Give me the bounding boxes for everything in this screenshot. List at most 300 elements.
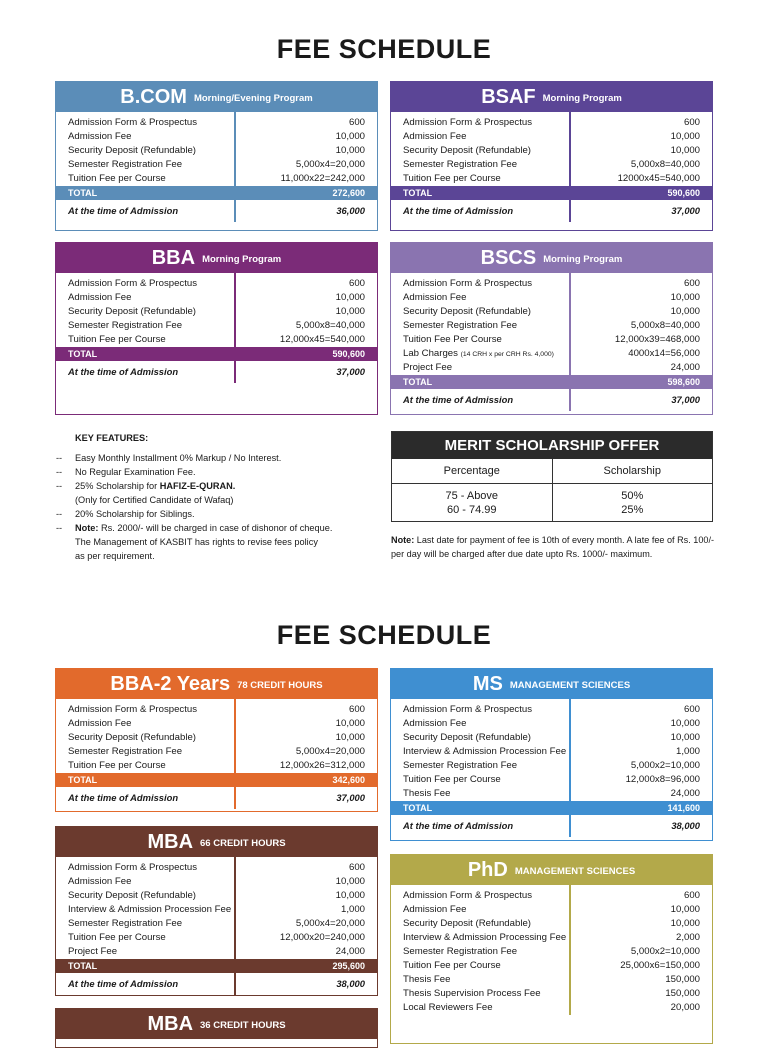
fee-row	[391, 347, 712, 361]
fee-label	[391, 731, 569, 745]
fee-row	[56, 731, 377, 745]
program-subtitle: 36 CREDIT HOURS	[200, 1019, 286, 1031]
fee-value: 10,000	[670, 904, 700, 915]
fee-value: 10,000	[335, 732, 365, 743]
fee-label-text: Project Fee	[403, 362, 453, 373]
bullet-dash	[56, 535, 75, 549]
bullet-dash	[56, 493, 75, 507]
fee-row	[391, 959, 712, 973]
program-name: BSCS	[480, 246, 537, 269]
fee-label	[391, 773, 569, 787]
fee-label	[391, 787, 569, 801]
program-subtitle: MANAGEMENT SCIENCES	[514, 865, 636, 877]
fee-row	[391, 333, 712, 347]
fee-rows	[56, 699, 377, 809]
fee-value: 5,000x4=20,000	[295, 159, 365, 170]
fee-label-text: Semester Registration Fee	[403, 320, 518, 331]
program-name: B.COM	[120, 85, 187, 108]
fee-label	[56, 945, 234, 959]
fee-value: 10,000	[335, 718, 365, 729]
fee-label-text: Admission Form & Prospectus	[68, 117, 198, 128]
fee-label-text: Semester Registration Fee	[68, 159, 183, 170]
fee-label-text: Tuition Fee Per Course	[403, 334, 502, 345]
program-name: PhD	[467, 858, 508, 881]
fee-row	[56, 759, 377, 773]
fee-value: 10,000	[670, 718, 700, 729]
fee-rows	[391, 885, 712, 1015]
fee-value: 4000x14=56,000	[628, 348, 700, 359]
fee-label	[391, 291, 569, 305]
fee-row	[56, 931, 377, 945]
key-feature-text	[75, 549, 356, 563]
fee-label	[391, 889, 569, 903]
fee-value: 24,000	[670, 362, 700, 373]
fee-value: 5,000x2=10,000	[630, 946, 700, 957]
fee-row	[56, 116, 377, 130]
fee-label	[56, 172, 234, 186]
fee-label-text: Security Deposit (Refundable)	[68, 306, 196, 317]
fee-label	[391, 158, 569, 172]
admission-row	[391, 815, 712, 837]
merit-range: 75 - Above	[445, 490, 499, 502]
fee-label	[391, 333, 569, 347]
fee-value: 12000x45=540,000	[617, 173, 700, 184]
fee-value: 24,000	[335, 946, 365, 957]
fee-label	[56, 717, 234, 731]
fee-row	[56, 717, 377, 731]
card-header	[56, 82, 377, 112]
bullet-dash: --	[56, 467, 63, 477]
fee-row	[391, 319, 712, 333]
total-row	[56, 186, 377, 200]
key-feature-bold: Note:	[75, 523, 99, 533]
fee-row	[56, 130, 377, 144]
total-label: TOTAL	[403, 188, 433, 198]
fee-label	[391, 347, 569, 361]
fee-label-text: Security Deposit (Refundable)	[68, 890, 196, 901]
fee-value: 600	[683, 704, 700, 715]
fee-value: 600	[683, 890, 700, 901]
fee-label	[56, 116, 234, 130]
admission-label: At the time of Admission	[403, 394, 514, 405]
fee-label	[56, 917, 234, 931]
fee-value: 600	[683, 117, 700, 128]
fee-row	[391, 172, 712, 186]
key-feature-bold: HAFIZ-E-QURAN.	[159, 481, 236, 491]
admission-label: At the time of Admission	[68, 978, 179, 989]
fee-label-text: Security Deposit (Refundable)	[68, 145, 196, 156]
program-name: BSAF	[481, 85, 536, 108]
key-feature-item	[56, 549, 356, 563]
fee-label-text: Security Deposit (Refundable)	[403, 145, 531, 156]
fee-label-text: Tuition Fee per Course	[403, 960, 501, 971]
fee-value: 11,000x22=242,000	[280, 173, 365, 184]
admission-label: At the time of Admission	[403, 205, 514, 216]
fee-label-note: (14 CRH x per CRH Rs. 4,000)	[460, 351, 554, 358]
fee-label	[391, 277, 569, 291]
card-header	[56, 669, 377, 699]
fee-label-text: Security Deposit (Refundable)	[403, 732, 531, 743]
total-label: TOTAL	[403, 803, 433, 813]
fee-label-text: Admission Fee	[403, 292, 467, 303]
fee-value: 12,000x26=312,000	[279, 760, 365, 771]
fee-label-text: Security Deposit (Refundable)	[68, 732, 196, 743]
fee-row	[391, 1001, 712, 1015]
fee-label	[391, 987, 569, 1001]
fee-row	[391, 931, 712, 945]
fee-label-text: Tuition Fee per Course	[68, 760, 166, 771]
total-value: 342,600	[332, 775, 365, 785]
admission-row	[391, 200, 712, 222]
fee-label-text: Thesis Supervision Process Fee	[403, 988, 541, 999]
fee-label-text: Admission Form & Prospectus	[403, 890, 533, 901]
fee-row	[391, 889, 712, 903]
fee-label	[391, 172, 569, 186]
admission-row	[391, 389, 712, 411]
fee-rows	[56, 857, 377, 995]
fee-card-ms	[390, 668, 713, 841]
program-name: MBA	[147, 1012, 194, 1035]
program-subtitle: Morning/Evening Program	[193, 92, 313, 104]
card-header	[56, 1009, 377, 1039]
fee-card-mba	[55, 826, 378, 996]
fee-rows	[56, 112, 377, 222]
fee-row	[391, 987, 712, 1001]
fee-row	[56, 291, 377, 305]
admission-value: 37,000	[336, 366, 365, 377]
fee-label	[56, 319, 234, 333]
merit-col-percentage: Percentage	[392, 459, 553, 483]
fee-label	[56, 333, 234, 347]
key-feature-plain: Rs. 2000/- will be charged in case of dishonor of cheque.	[98, 523, 333, 533]
fee-value: 1,000	[675, 746, 700, 757]
fee-row	[56, 917, 377, 931]
fee-value: 2,000	[675, 932, 700, 943]
admission-value: 37,000	[336, 792, 365, 803]
fee-row	[56, 745, 377, 759]
fee-label	[391, 361, 569, 375]
fee-label	[391, 959, 569, 973]
key-features	[56, 431, 356, 563]
fee-label	[391, 717, 569, 731]
total-value: 295,600	[332, 961, 365, 971]
admission-row	[56, 361, 377, 383]
fee-label	[56, 305, 234, 319]
total-value: 590,600	[332, 349, 365, 359]
fee-value: 10,000	[670, 918, 700, 929]
fee-label-text: Admission Fee	[68, 718, 132, 729]
fee-label	[391, 703, 569, 717]
total-row	[56, 959, 377, 973]
key-feature-item	[56, 535, 356, 549]
fee-row	[56, 172, 377, 186]
key-feature-item	[56, 451, 356, 465]
fee-value: 600	[683, 278, 700, 289]
payment-note-text: Last date for payment of fee is 10th of every month. A late fee of Rs. 100/- per day will be charged after due date upto Rs. 1000/- maximum.	[391, 535, 715, 559]
fee-label	[56, 144, 234, 158]
key-feature-item	[56, 521, 356, 535]
fee-row	[391, 917, 712, 931]
column-divider	[569, 885, 571, 1015]
bullet-dash	[56, 549, 75, 563]
fee-row	[391, 973, 712, 987]
merit-col-scholarship: Scholarship	[603, 465, 661, 477]
admission-label: At the time of Admission	[68, 792, 179, 803]
fee-value: 10,000	[335, 131, 365, 142]
admission-label: At the time of Admission	[68, 205, 179, 216]
fee-value: 5,000x8=40,000	[630, 159, 700, 170]
fee-value: 12,000x8=96,000	[625, 774, 700, 785]
admission-value: 38,000	[671, 820, 700, 831]
fee-value: 1,000	[340, 904, 365, 915]
card-header	[391, 82, 712, 112]
fee-label	[56, 875, 234, 889]
fee-card-phd	[390, 854, 713, 1044]
page-title: FEE SCHEDULE	[276, 34, 492, 64]
admission-label: At the time of Admission	[403, 820, 514, 831]
fee-value: 10,000	[335, 145, 365, 156]
fee-value: 600	[348, 278, 365, 289]
merit-title: MERIT SCHOLARSHIP OFFER	[392, 432, 712, 459]
fee-value: 5,000x4=20,000	[295, 746, 365, 757]
fee-label-text: Admission Form & Prospectus	[403, 117, 533, 128]
fee-label	[56, 703, 234, 717]
fee-row	[391, 731, 712, 745]
admission-row	[56, 973, 377, 995]
card-header	[391, 855, 712, 885]
total-label: TOTAL	[68, 349, 98, 359]
fee-label-text: Admission Form & Prospectus	[403, 704, 533, 715]
fee-value: 10,000	[335, 292, 365, 303]
fee-value: 10,000	[670, 306, 700, 317]
card-header	[56, 827, 377, 857]
fee-value: 10,000	[670, 292, 700, 303]
fee-value: 25,000x6=150,000	[620, 960, 700, 971]
fee-label	[391, 144, 569, 158]
page-title-second: FEE SCHEDULE	[276, 620, 492, 650]
key-feature-item	[56, 507, 356, 521]
total-row	[391, 801, 712, 815]
fee-card-bsaf	[390, 81, 713, 231]
fee-value: 600	[348, 862, 365, 873]
fee-label-text: Thesis Fee	[403, 788, 451, 799]
fee-row	[56, 861, 377, 875]
total-row	[391, 186, 712, 200]
program-subtitle: Morning Program	[202, 253, 282, 265]
fee-rows	[391, 273, 712, 411]
fee-value: 150,000	[665, 988, 700, 999]
fee-label-text: Semester Registration Fee	[68, 746, 183, 757]
fee-row	[391, 759, 712, 773]
admission-label: At the time of Admission	[68, 366, 179, 377]
fee-label-text: Semester Registration Fee	[68, 320, 183, 331]
fee-rows	[391, 112, 712, 222]
fee-row	[391, 277, 712, 291]
fee-label-text: Security Deposit (Refundable)	[403, 306, 531, 317]
fee-row	[56, 945, 377, 959]
fee-row	[391, 903, 712, 917]
fee-value: 24,000	[670, 788, 700, 799]
key-feature-text	[75, 535, 356, 549]
key-feature-item	[56, 465, 356, 479]
merit-scholarship: 25%	[621, 504, 644, 516]
total-label: TOTAL	[68, 775, 98, 785]
fee-value: 600	[348, 704, 365, 715]
key-feature-text	[75, 521, 356, 535]
fee-label	[56, 889, 234, 903]
payment-note-label: Note:	[391, 535, 415, 545]
fee-label-text: Tuition Fee per Course	[68, 334, 166, 345]
fee-label-text: Admission Form & Prospectus	[68, 862, 198, 873]
key-features-title: KEY FEATURES:	[75, 433, 149, 443]
fee-row	[56, 889, 377, 903]
key-feature-text	[75, 507, 356, 521]
program-subtitle: Morning Program	[543, 253, 623, 265]
fee-label-text: Semester Registration Fee	[403, 946, 518, 957]
fee-label	[56, 130, 234, 144]
fee-row	[391, 717, 712, 731]
fee-label-text: Admission Fee	[403, 904, 467, 915]
fee-label	[391, 759, 569, 773]
fee-label	[391, 945, 569, 959]
fee-value: 12,000x45=540,000	[279, 334, 365, 345]
program-subtitle: 66 CREDIT HOURS	[200, 837, 286, 849]
fee-label	[391, 931, 569, 945]
total-label: TOTAL	[68, 188, 98, 198]
card-header	[391, 669, 712, 699]
fee-label-text: Admission Form & Prospectus	[68, 704, 198, 715]
key-feature-plain: Easy Monthly Installment 0% Markup / No Interest.	[75, 453, 282, 463]
fee-card-bba2	[55, 668, 378, 812]
merit-scholarship: 50%	[621, 490, 644, 502]
fee-label	[56, 277, 234, 291]
program-subtitle: Morning Program	[542, 92, 622, 104]
fee-label-text: Thesis Fee	[403, 974, 451, 985]
merit-range: 60 - 74.99	[446, 504, 497, 516]
fee-label-text: Admission Fee	[403, 718, 467, 729]
fee-row	[391, 305, 712, 319]
fee-label-text: Admission Form & Prospectus	[403, 278, 533, 289]
fee-card-mba-36	[55, 1008, 378, 1048]
bullet-dash: --	[56, 523, 63, 533]
fee-label	[391, 973, 569, 987]
fee-label-text: Interview & Admission Procession Fee	[68, 904, 232, 915]
fee-row	[56, 277, 377, 291]
fee-value: 150,000	[665, 974, 700, 985]
card-header	[56, 243, 377, 273]
fee-label-text: Admission Fee	[68, 131, 132, 142]
total-value: 590,600	[667, 188, 700, 198]
fee-value: 10,000	[670, 145, 700, 156]
fee-label-text: Tuition Fee per Course	[403, 173, 501, 184]
fee-row	[56, 903, 377, 917]
total-row	[391, 375, 712, 389]
bullet-dash: --	[56, 481, 63, 491]
fee-row	[56, 158, 377, 172]
fee-label-text: Lab Charges	[403, 348, 458, 359]
key-features-list	[56, 451, 356, 563]
bullet-dash: --	[56, 453, 63, 463]
key-feature-plain: 20% Scholarship for Siblings.	[75, 509, 195, 519]
bullet-dash: --	[56, 509, 63, 519]
fee-label	[391, 903, 569, 917]
fee-label-text: Security Deposit (Refundable)	[403, 918, 531, 929]
key-feature-text	[75, 465, 356, 479]
fee-label	[56, 759, 234, 773]
fee-label	[391, 917, 569, 931]
key-feature-item	[56, 493, 356, 507]
fee-label	[56, 745, 234, 759]
fee-row	[391, 116, 712, 130]
total-row	[56, 347, 377, 361]
admission-value: 37,000	[671, 394, 700, 405]
fee-row	[391, 773, 712, 787]
fee-label-text: Semester Registration Fee	[68, 918, 183, 929]
fee-value: 5,000x8=40,000	[630, 320, 700, 331]
fee-value: 5,000x4=20,000	[295, 918, 365, 929]
merit-scholarship-table	[391, 431, 713, 522]
fee-label-text: Semester Registration Fee	[403, 760, 518, 771]
fee-label-text: Semester Registration Fee	[403, 159, 518, 170]
fee-row	[391, 291, 712, 305]
program-name: BBA	[151, 246, 196, 269]
key-feature-plain: The Management of KASBIT has rights to revise fees policy	[75, 537, 318, 547]
key-feature-item	[56, 479, 356, 493]
fee-label	[56, 291, 234, 305]
fee-label-text: Tuition Fee per Course	[68, 932, 166, 943]
admission-value: 38,000	[336, 978, 365, 989]
payment-note	[391, 533, 721, 561]
fee-card-bscs	[390, 242, 713, 415]
fee-row	[391, 130, 712, 144]
fee-value: 12,000x39=468,000	[614, 334, 700, 345]
fee-row	[56, 333, 377, 347]
total-label: TOTAL	[403, 377, 433, 387]
key-feature-plain: as per requirement.	[75, 551, 155, 561]
fee-label-text: Local Reviewers Fee	[403, 1002, 493, 1013]
fee-label-text: Interview & Admission Processing Fee	[403, 932, 567, 943]
fee-label	[391, 1001, 569, 1015]
fee-label-text: Admission Fee	[403, 131, 467, 142]
fee-row	[56, 144, 377, 158]
program-name: MS	[472, 672, 503, 695]
fee-label-text: Admission Form & Prospectus	[68, 278, 198, 289]
key-feature-plain: No Regular Examination Fee.	[75, 467, 196, 477]
fee-rows	[391, 699, 712, 837]
program-subtitle: 78 CREDIT HOURS	[237, 679, 323, 691]
program-subtitle: MANAGEMENT SCIENCES	[509, 679, 631, 691]
fee-label	[56, 158, 234, 172]
fee-value: 10,000	[335, 306, 365, 317]
fee-label	[56, 903, 234, 917]
fee-value: 20,000	[670, 1002, 700, 1013]
key-feature-text	[75, 479, 356, 493]
program-name: BBA-2 Years	[110, 672, 231, 695]
card-header	[391, 243, 712, 273]
fee-label	[391, 116, 569, 130]
key-feature-plain: 25% Scholarship for	[75, 481, 160, 491]
fee-row	[391, 144, 712, 158]
fee-row	[391, 745, 712, 759]
total-value: 598,600	[667, 377, 700, 387]
fee-value: 10,000	[670, 732, 700, 743]
fee-row	[391, 158, 712, 172]
fee-label	[391, 305, 569, 319]
fee-label-text: Interview & Admission Procession Fee	[403, 746, 567, 757]
fee-row	[56, 305, 377, 319]
fee-card-bba	[55, 242, 378, 415]
admission-value: 37,000	[671, 205, 700, 216]
